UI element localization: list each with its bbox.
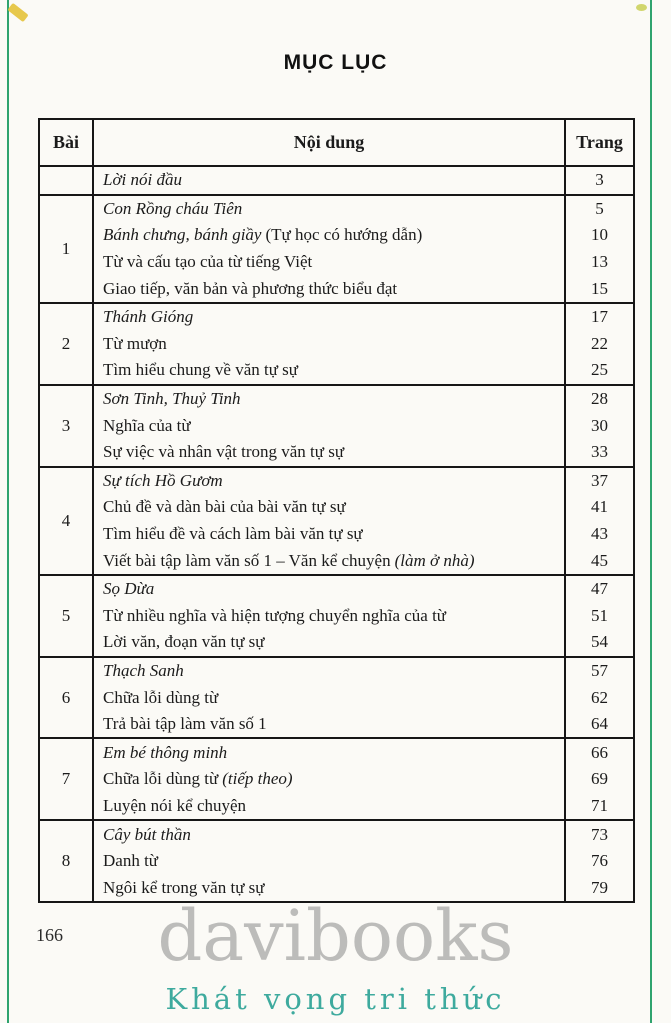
entry-title: Chữa lỗi dùng từ (tiếp theo) [103,769,293,789]
watermark-brand: davibooks [157,895,514,977]
table-row [94,848,633,875]
table-row [94,304,633,331]
table-row [94,412,633,439]
lesson-number: 4 [40,468,94,574]
entry-title: Luyện nói kể chuyện [103,795,247,815]
lesson-number: 8 [40,821,94,901]
entry-page-number: 30 [564,412,633,439]
table-row [94,357,633,384]
scan-artifact-speck [636,4,647,11]
table-row [94,658,633,685]
toc-body [40,165,633,901]
table-row [94,468,633,495]
toc-group [40,819,633,901]
entry-page-number: 22 [564,331,633,358]
header-content-column: Nội dung [293,132,365,152]
toc-group [40,165,633,194]
scan-artifact-corner-mark [7,3,28,22]
entry-page-number: 71 [564,793,633,820]
table-row [94,684,633,711]
entry-title: Từ nhiều nghĩa và hiện tượng chuyển nghĩa của từ [103,605,447,625]
table-row [94,603,633,630]
entry-page-number: 66 [564,739,633,766]
watermark-slogan: Khát vọng tri thức [165,982,506,1016]
entry-page-number: 10 [564,222,633,249]
entry-page-number: 76 [564,848,633,875]
entry-page-number: 25 [564,357,633,384]
entry-title: Tìm hiểu đề và cách làm bài văn tự sự [103,524,363,544]
entry-page-number: 45 [564,547,633,574]
scan-artifact-left-line [7,0,9,1023]
table-row [94,439,633,466]
header-lesson-column: Bài [40,120,94,165]
toc-group [40,737,633,819]
entry-page-number: 43 [564,521,633,548]
entry-title: Con Rồng cháu Tiên [103,198,243,218]
entry-title: Thạch Sanh [103,660,184,680]
entry-title: Bánh chưng, bánh giầy (Tự học có hướng dẫn) [103,225,423,245]
lesson-number: 7 [40,739,94,819]
table-row [94,521,633,548]
entry-title: Chủ đề và dàn bài của bài văn tự sự [103,497,346,517]
entry-page-number: 17 [564,304,633,331]
entry-page-number: 13 [564,249,633,276]
toc-group [40,302,633,384]
table-row [94,331,633,358]
entry-page-number: 57 [564,658,633,685]
lesson-number: 5 [40,576,94,656]
lesson-number: 6 [40,658,94,738]
entry-page-number: 54 [564,629,633,656]
page-number: 166 [36,925,63,945]
entry-title: Trả bài tập làm văn số 1 [103,714,267,734]
entry-page-number: 47 [564,576,633,603]
entry-title: Từ mượn [103,333,167,353]
entry-page-number: 37 [564,468,633,495]
toc-group [40,384,633,466]
table-row [94,793,633,820]
lesson-number [40,167,94,194]
entry-title: Nghĩa của từ [103,415,191,435]
entry-page-number: 5 [564,196,633,223]
table-row [94,576,633,603]
entry-title: Sơn Tinh, Thuỷ Tinh [103,389,241,409]
table-row [94,494,633,521]
table-row [94,547,633,574]
entry-title: Sự việc và nhân vật trong văn tự sự [103,442,345,462]
toc-group [40,466,633,574]
table-row [94,821,633,848]
entry-page-number: 73 [564,821,633,848]
entry-page-number: 15 [564,275,633,302]
entry-title: Viết bài tập làm văn số 1 – Văn kể chuyện (làm ở nhà) [103,550,475,570]
table-row [94,386,633,413]
toc-group [40,194,633,302]
entry-page-number: 28 [564,386,633,413]
lesson-number: 1 [40,196,94,302]
table-row [94,167,633,194]
entry-page-number: 79 [564,874,633,901]
entry-title: Giao tiếp, văn bản và phương thức biểu đạt [103,278,398,298]
entry-page-number: 51 [564,603,633,630]
table-row [94,629,633,656]
entry-title: Sự tích Hồ Gươm [103,470,223,490]
entry-title: Tìm hiểu chung về văn tự sự [103,360,299,380]
table-row [94,711,633,738]
table-row [94,249,633,276]
entry-page-number: 64 [564,711,633,738]
table-row [94,275,633,302]
lesson-number: 3 [40,386,94,466]
entry-title: Từ và cấu tạo của từ tiếng Việt [103,252,313,272]
entry-title: Em bé thông minh [103,742,228,762]
entry-title: Cây bút thần [103,824,191,844]
header-page-column: Trang [564,120,633,165]
entry-page-number: 62 [564,684,633,711]
entry-page-number: 41 [564,494,633,521]
table-row [94,196,633,223]
table-row [94,739,633,766]
entry-title: Ngôi kể trong văn tự sự [103,877,265,897]
scan-artifact-right-line [650,0,652,1023]
entry-title: Lời văn, đoạn văn tự sự [103,632,265,652]
entry-title: Lời nói đầu [103,170,182,190]
toc-header-row [40,120,633,165]
toc-group [40,574,633,656]
entry-title: Sọ Dừa [103,579,155,599]
entry-page-number: 33 [564,439,633,466]
entry-page-number: 3 [564,167,633,194]
toc-table [38,118,635,903]
page-title: MỤC LỤC [283,51,388,74]
toc-group [40,656,633,738]
lesson-number: 2 [40,304,94,384]
entry-title: Thánh Gióng [103,307,194,327]
entry-title: Danh từ [103,851,159,871]
table-row [94,222,633,249]
table-row [94,766,633,793]
entry-page-number: 69 [564,766,633,793]
entry-title: Chữa lỗi dùng từ [103,687,219,707]
